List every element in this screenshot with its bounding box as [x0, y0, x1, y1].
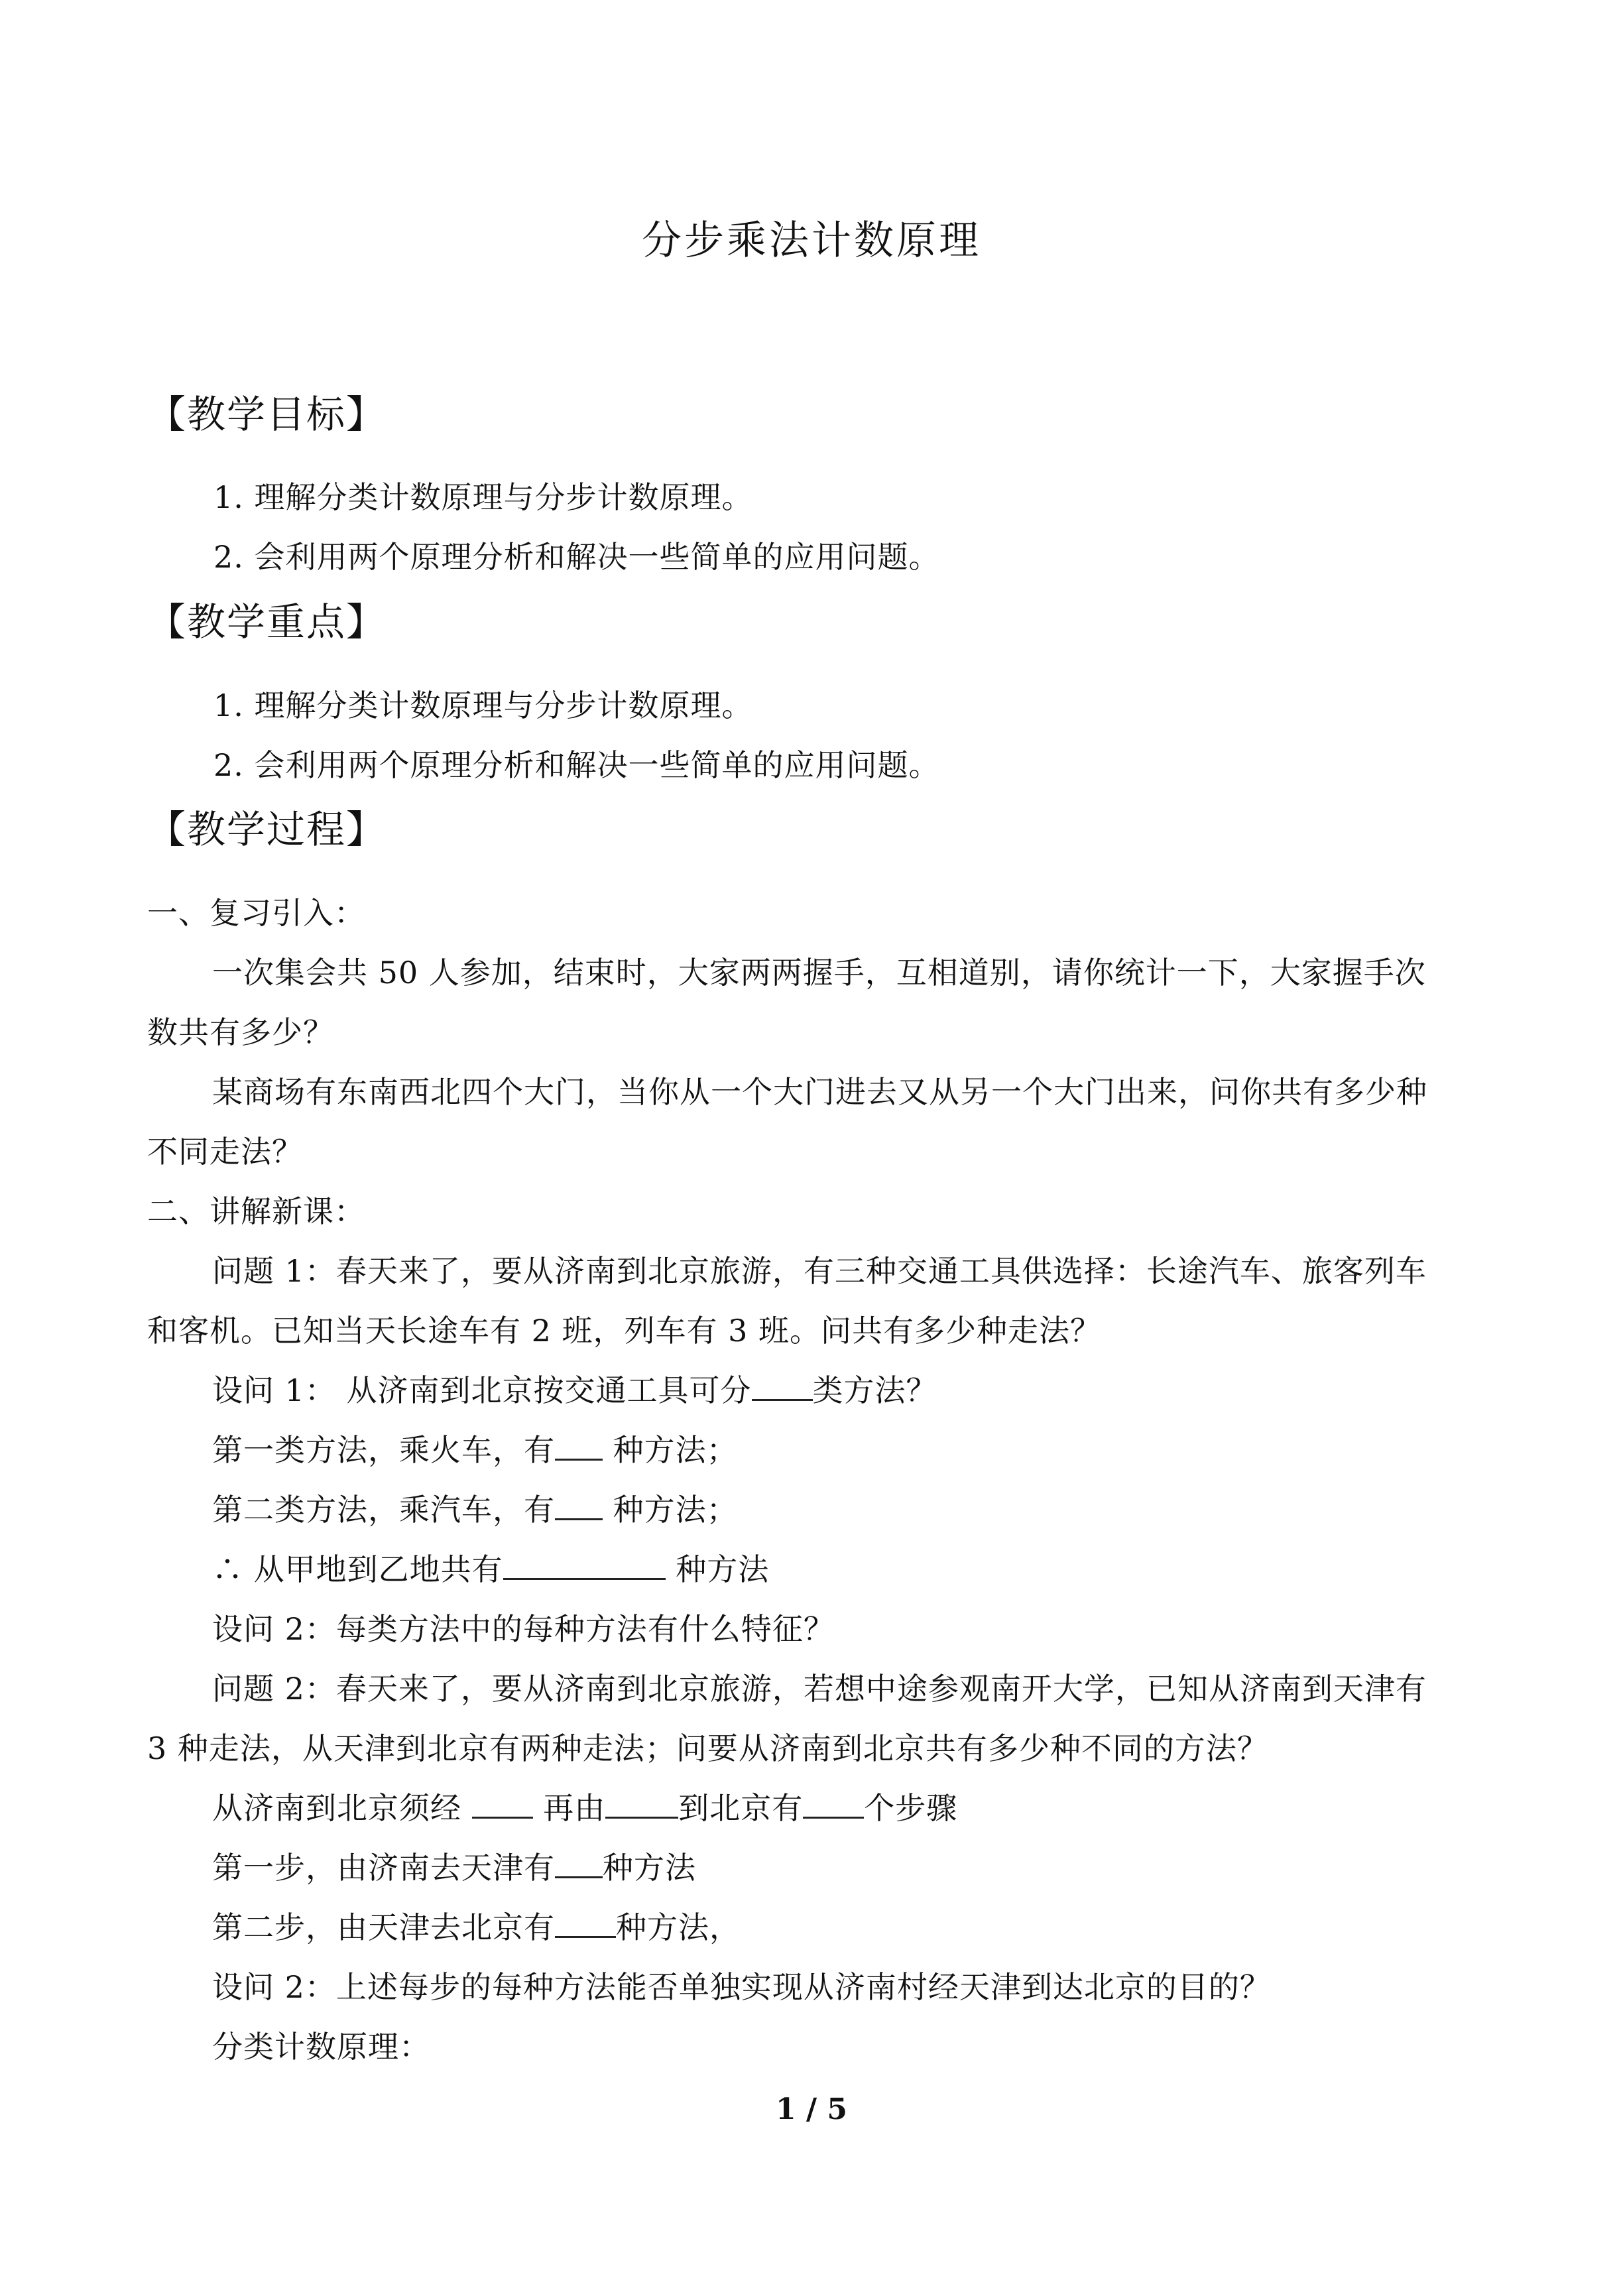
- prompt-2: 设问 2：每类方法中的每种方法有什么特征？: [212, 1611, 835, 1647]
- step-2-text-a: 第二步，由天津去北京有: [212, 1909, 555, 1945]
- key-point-item-1: 1. 理解分类计数原理与分步计数原理。: [213, 688, 753, 723]
- fill-blank[interactable]: [803, 1787, 864, 1819]
- route-via-text-b: 再由: [532, 1790, 606, 1826]
- step-2-text-b: 种方法，: [616, 1909, 741, 1945]
- route-via-text-a: 从济南到北京须经: [212, 1790, 472, 1826]
- route-via: [212, 1787, 957, 1829]
- total-methods-text-b: 种方法: [665, 1551, 770, 1587]
- fill-blank[interactable]: [555, 1907, 616, 1938]
- section-heading-goals: 【教学目标】: [147, 392, 387, 437]
- section-heading-key-points: 【教学重点】: [147, 599, 387, 644]
- prompt-1: [212, 1369, 937, 1412]
- route-via-text-c: 到北京有: [678, 1790, 804, 1826]
- step-2: [212, 1906, 741, 1949]
- total-methods: [212, 1548, 769, 1591]
- category-1: [212, 1429, 738, 1471]
- question-2-line-1: 问题 2：春天来了，要从济南到北京旅游，若想中途参观南开大学，已知从济南到天津有: [212, 1671, 1427, 1707]
- question-1-line-2: 和客机。已知当天长途车有 2 班，列车有 3 班。问共有多少种走法？: [147, 1313, 1102, 1349]
- step-1-text-a: 第一步，由济南去天津有: [212, 1850, 555, 1886]
- prompt-1-text-b: 类方法？: [812, 1372, 937, 1408]
- section-heading-process: 【教学过程】: [147, 807, 387, 852]
- key-point-item-2: 2. 会利用两个原理分析和解决一些简单的应用问题。: [213, 747, 940, 783]
- review-paragraph-2-line-1: 某商场有东南西北四个大门，当你从一个大门进去又从另一个大门出来，问你共有多少种: [212, 1074, 1427, 1110]
- category-2-text-a: 第二类方法，乘汽车，有: [212, 1492, 555, 1528]
- new-lesson-heading: 二、讲解新课：: [147, 1193, 365, 1229]
- question-2-line-2: 3 种走法，从天津到北京有两种走法；问要从济南到北京共有多少种不同的方法？: [147, 1730, 1268, 1766]
- category-1-text-b: 种方法；: [603, 1432, 738, 1468]
- prompt-1-text-a: 设问 1： 从济南到北京按交通工具可分: [212, 1372, 752, 1408]
- page-number: 1 / 5: [776, 2092, 847, 2126]
- page-title: 分步乘法计数原理: [642, 217, 981, 264]
- fill-blank[interactable]: [472, 1787, 533, 1819]
- category-1-text-a: 第一类方法，乘火车，有: [212, 1432, 555, 1468]
- prompt-3: 设问 2：上述每步的每种方法能否单独实现从济南村经天津到达北京的目的？: [212, 1969, 1271, 2005]
- fill-blank[interactable]: [555, 1489, 603, 1520]
- category-2-text-b: 种方法；: [603, 1492, 738, 1528]
- fill-blank[interactable]: [503, 1549, 666, 1580]
- question-1-line-1: 问题 1：春天来了，要从济南到北京旅游，有三种交通工具供选择：长途汽车、旅客列车: [212, 1253, 1427, 1289]
- goal-item-1: 1. 理解分类计数原理与分步计数原理。: [213, 479, 753, 515]
- review-paragraph-1-line-2: 数共有多少？: [147, 1014, 334, 1050]
- review-heading: 一、复习引入：: [147, 895, 365, 931]
- review-paragraph-2-line-2: 不同走法？: [147, 1134, 303, 1170]
- route-via-text-d: 个步骤: [864, 1790, 958, 1826]
- step-1: [212, 1846, 696, 1889]
- step-1-text-b: 种方法: [603, 1850, 696, 1886]
- fill-blank[interactable]: [752, 1370, 813, 1401]
- principle-heading: 分类计数原理：: [212, 2029, 430, 2065]
- fill-blank[interactable]: [605, 1787, 678, 1819]
- fill-blank[interactable]: [555, 1429, 603, 1461]
- fill-blank[interactable]: [555, 1847, 603, 1878]
- total-methods-text-a: ∴ 从甲地到乙地共有: [212, 1551, 503, 1587]
- category-2: [212, 1488, 738, 1531]
- review-paragraph-1-line-1: 一次集会共 50 人参加，结束时，大家两两握手，互相道别，请你统计一下，大家握手次: [212, 955, 1426, 991]
- goal-item-2: 2. 会利用两个原理分析和解决一些简单的应用问题。: [213, 539, 940, 575]
